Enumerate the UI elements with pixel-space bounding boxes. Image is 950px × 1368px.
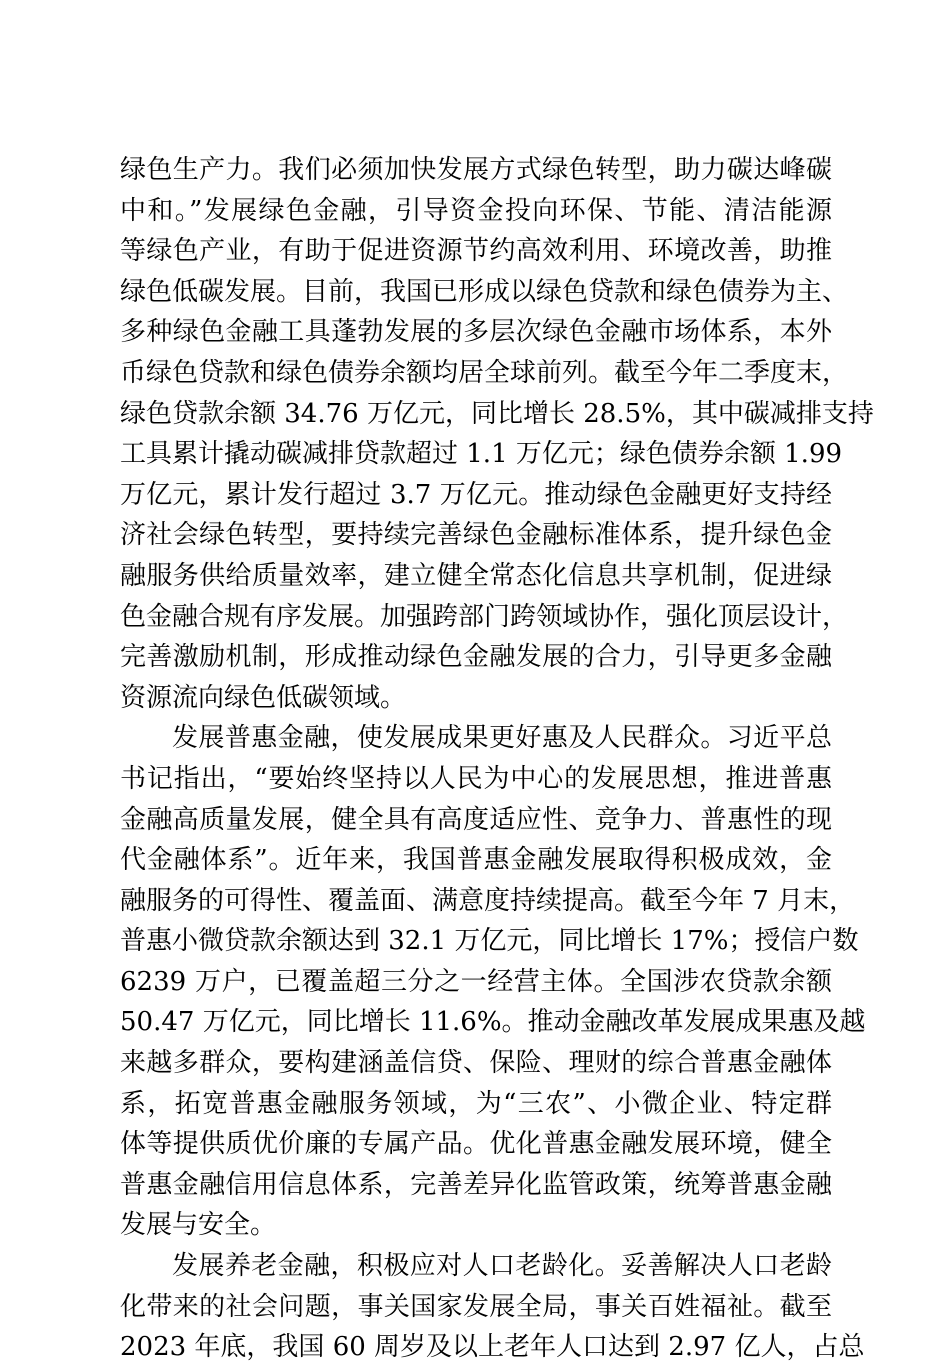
document-body bbox=[120, 150, 874, 1368]
text-line: 济社会绿色转型，要持续完善绿色金融标准体系，提升绿色金 bbox=[120, 520, 832, 551]
paragraph-green-finance bbox=[120, 150, 874, 718]
text-line: 绿色低碳发展。目前，我国已形成以绿色贷款和绿色债券为主、 bbox=[120, 276, 849, 307]
text-line: 资源流向绿色低碳领域。 bbox=[120, 682, 407, 713]
text-line: 工具累计撬动碳减排贷款超过 1.1 万亿元；绿色债券余额 1.99 bbox=[120, 439, 843, 470]
text-line: 多种绿色金融工具蓬勃发展的多层次绿色金融市场体系，本外 bbox=[120, 317, 832, 348]
text-line: 2023 年底，我国 60 周岁及以上老年人口达到 2.97 亿人，占总 bbox=[120, 1332, 865, 1363]
paragraph-inclusive-finance bbox=[120, 718, 866, 1246]
text-line: 中和。”发展绿色金融，引导资金投向环保、节能、清洁能源 bbox=[120, 195, 832, 226]
text-line: 代金融体系”。近年来，我国普惠金融发展取得积极成效，金 bbox=[120, 845, 832, 876]
text-line: 50.47 万亿元，同比增长 11.6%。推动金融改革发展成果惠及越 bbox=[120, 1007, 866, 1038]
text-line: 系，拓宽普惠金融服务领域，为“三农”、小微企业、特定群 bbox=[120, 1088, 832, 1119]
text-line: 完善激励机制，形成推动绿色金融发展的合力，引导更多金融 bbox=[120, 642, 832, 673]
text-line: 币绿色贷款和绿色债券余额均居全球前列。截至今年二季度末， bbox=[120, 357, 849, 388]
text-line: 发展与安全。 bbox=[120, 1210, 277, 1241]
text-line: 发展普惠金融，使发展成果更好惠及人民群众。习近平总 bbox=[172, 723, 832, 754]
text-line: 6239 万户，已覆盖超三分之一经营主体。全国涉农贷款余额 bbox=[120, 966, 832, 997]
text-line: 发展养老金融，积极应对人口老龄化。妥善解决人口老龄 bbox=[172, 1251, 832, 1282]
text-line: 普惠金融信用信息体系，完善差异化监管政策，统筹普惠金融 bbox=[120, 1169, 832, 1200]
text-line: 融服务的可得性、覆盖面、满意度持续提高。截至今年 7 月末， bbox=[120, 885, 856, 916]
text-line: 绿色生产力。我们必须加快发展方式绿色转型，助力碳达峰碳 bbox=[120, 155, 832, 185]
text-line: 体等提供质优价廉的专属产品。优化普惠金融发展环境，健全 bbox=[120, 1129, 832, 1160]
text-line: 等绿色产业，有助于促进资源节约高效利用、环境改善，助推 bbox=[120, 236, 832, 267]
text-line: 金融高质量发展，健全具有高度适应性、竞争力、普惠性的现 bbox=[120, 804, 832, 835]
text-line: 普惠小微贷款余额达到 32.1 万亿元，同比增长 17%；授信户数 bbox=[120, 926, 859, 957]
text-line: 万亿元，累计发行超过 3.7 万亿元。推动绿色金融更好支持经 bbox=[120, 479, 832, 510]
text-line: 融服务供给质量效率，建立健全常态化信息共享机制，促进绿 bbox=[120, 560, 832, 591]
text-line: 色金融合规有序发展。加强跨部门跨领域协作，强化顶层设计， bbox=[120, 601, 849, 632]
text-line: 书记指出，“要始终坚持以人民为中心的发展思想，推进普惠 bbox=[120, 763, 832, 794]
text-line: 来越多群众，要构建涵盖信贷、保险、理财的综合普惠金融体 bbox=[120, 1048, 832, 1079]
text-line: 绿色贷款余额 34.76 万亿元，同比增长 28.5%，其中碳减排支持 bbox=[120, 398, 874, 429]
text-line: 化带来的社会问题，事关国家发展全局，事关百姓福祉。截至 bbox=[120, 1291, 832, 1322]
paragraph-pension-finance bbox=[120, 1246, 865, 1368]
